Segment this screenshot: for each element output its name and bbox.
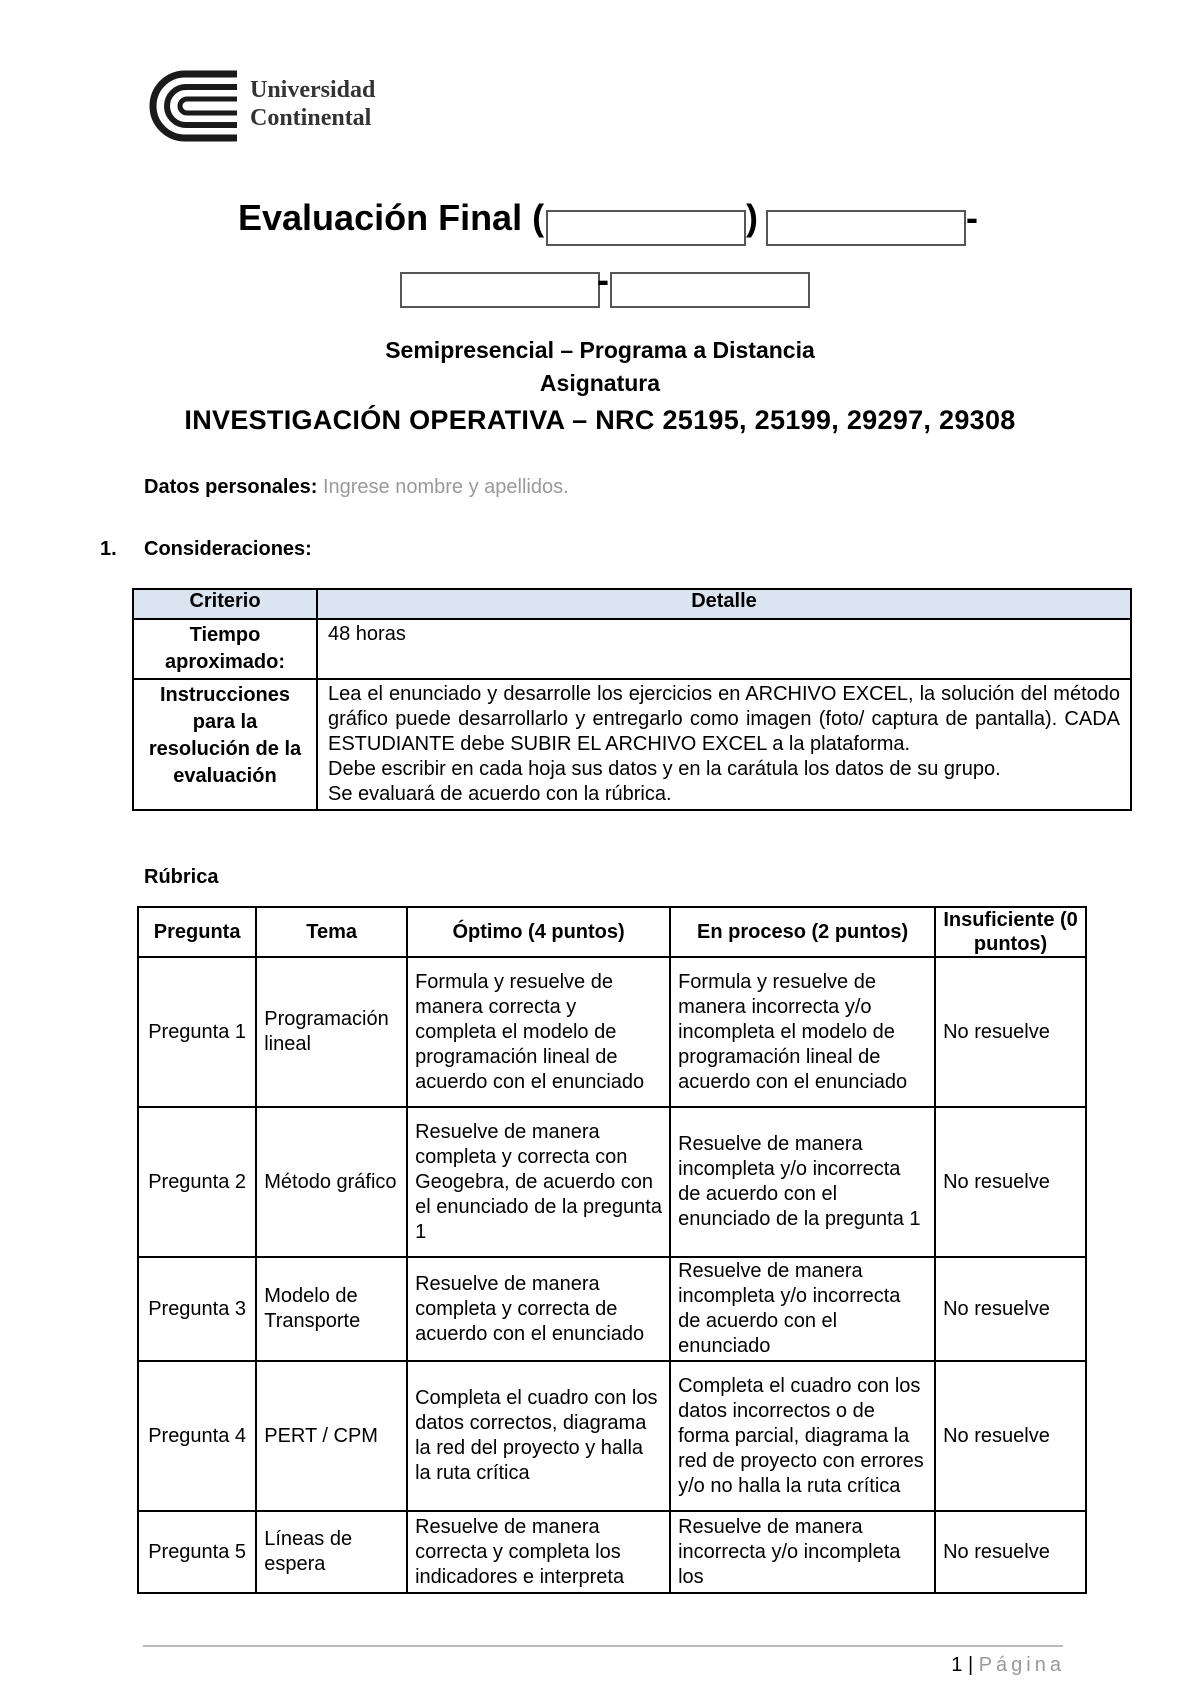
section-number: 1. <box>100 538 117 560</box>
title-blank-2[interactable] <box>766 210 966 246</box>
rubric-insuficiente: No resuelve <box>935 1107 1086 1257</box>
criteria-key: Instrucciones para la resolución de la evaluación <box>133 679 317 810</box>
rubric-tema: Modelo de Transporte <box>256 1257 407 1361</box>
personal-data <box>144 476 569 499</box>
footer-divider <box>143 1645 1063 1647</box>
logo-line2: Continental <box>250 105 372 131</box>
rubric-pregunta: Pregunta 3 <box>138 1257 256 1361</box>
university-logo-icon <box>145 70 245 142</box>
rubric-optimo: Resuelve de manera completa y correcta de acuerdo con el enunciado <box>407 1257 670 1361</box>
table-row <box>138 1107 1086 1257</box>
rubric-optimo: Completa el cuadro con los datos correctos, diagrama la red del proyecto y halla la ruta crítica <box>407 1361 670 1511</box>
logo-line1: Universidad <box>250 77 376 103</box>
rubric-en-proceso: Resuelve de manera incompleta y/o incorrecta de acuerdo con el enunciado de la pregunta 1 <box>670 1107 935 1257</box>
table-row <box>133 619 1131 679</box>
rubric-en-proceso: Resuelve de manera incompleta y/o incorrecta de acuerdo con el enunciado <box>670 1257 935 1361</box>
rubric-en-proceso: Completa el cuadro con los datos incorrectos o de forma parcial, diagrama la red de proyecto con errores y/o no halla la ruta crítica <box>670 1361 935 1511</box>
rubric-pregunta: Pregunta 1 <box>138 957 256 1107</box>
rubric-en-proceso: Resuelve de manera incorrecta y/o incompleta los <box>670 1511 935 1593</box>
rubric-tema: Método gráfico <box>256 1107 407 1257</box>
rubric-header-insuficiente: Insuficiente (0 puntos) <box>935 907 1086 957</box>
criteria-header-row <box>133 589 1131 619</box>
table-row <box>138 957 1086 1107</box>
footer-separator: | <box>962 1654 979 1676</box>
rubric-header-pregunta: Pregunta <box>138 907 256 957</box>
rubric-insuficiente: No resuelve <box>935 1511 1086 1593</box>
rubric-optimo: Resuelve de manera completa y correcta con Geogebra, de acuerdo con el enunciado de la pregunta 1 <box>407 1107 670 1257</box>
rubric-en-proceso: Formula y resuelve de manera incorrecta y/o incompleta el modelo de programación lineal de acuerdo con el enunciado <box>670 957 935 1107</box>
rubric-pregunta: Pregunta 2 <box>138 1107 256 1257</box>
instruction-line-2: Debe escribir en cada hoja sus datos y en la carátula los datos de su grupo. <box>328 758 1001 780</box>
page-footer <box>951 1654 1065 1677</box>
title-text: Evaluación Final ( <box>238 197 545 238</box>
rubric-insuficiente: No resuelve <box>935 1257 1086 1361</box>
rubric-pregunta: Pregunta 4 <box>138 1361 256 1511</box>
title-dash-1: - <box>966 197 978 238</box>
subject-label: Asignatura <box>539 370 661 396</box>
rubric-header-en-proceso: En proceso (2 puntos) <box>670 907 935 957</box>
criteria-header-criterio: Criterio <box>133 589 317 619</box>
rubric-insuficiente: No resuelve <box>935 957 1086 1107</box>
instruction-line-3: Se evaluará de acuerdo con la rúbrica. <box>328 783 672 805</box>
rubric-optimo: Formula y resuelve de manera correcta y completa el modelo de programación lineal de acuerdo con el enunciado <box>407 957 670 1107</box>
title-blank-1[interactable] <box>546 210 746 246</box>
rubric-header-row <box>138 907 1086 957</box>
page-title <box>238 196 544 240</box>
rubric-title: Rúbrica <box>144 866 219 888</box>
criteria-header-detalle: Detalle <box>317 589 1131 619</box>
table-row <box>138 1361 1086 1511</box>
personal-data-input[interactable]: Ingrese nombre y apellidos. <box>322 476 569 498</box>
rubric-pregunta: Pregunta 5 <box>138 1511 256 1593</box>
rubric-tema: PERT / CPM <box>256 1361 407 1511</box>
table-row <box>138 1257 1086 1361</box>
title-blank-4[interactable] <box>610 272 810 308</box>
criteria-key: Tiempo aproximado: <box>133 619 317 679</box>
title-close-paren: ) <box>746 197 758 238</box>
rubric-header-tema: Tema <box>256 907 407 957</box>
section-title: Consideraciones: <box>144 538 312 560</box>
page-label: Página <box>978 1654 1065 1676</box>
personal-data-label: Datos personales: <box>144 476 318 498</box>
criteria-table <box>132 588 1132 811</box>
course-title: INVESTIGACIÓN OPERATIVA – NRC 25195, 25199, 29297, 29308 <box>184 405 1016 435</box>
section-heading <box>100 538 312 561</box>
table-row <box>138 1511 1086 1593</box>
rubric-tema: Programación lineal <box>256 957 407 1107</box>
modality: Semipresencial – Programa a Distancia <box>385 337 815 363</box>
logo-text <box>250 76 375 132</box>
title-blank-3[interactable] <box>400 272 600 308</box>
instruction-line-1: Lea el enunciado y desarrolle los ejercicios en ARCHIVO EXCEL, la solución del método gráfico puede desarrollarlo y entregarlo como imagen (foto/ captura de pantalla). CADA ESTUDIANTE debe SUBIR EL ARCHIVO EXCEL a la plataforma. <box>328 683 1120 755</box>
rubric-header-optimo: Óptimo (4 puntos) <box>407 907 670 957</box>
criteria-value <box>317 679 1131 810</box>
rubric-table <box>137 906 1087 1594</box>
table-row <box>133 679 1131 810</box>
title-dash-2: - <box>597 259 609 300</box>
rubric-insuficiente: No resuelve <box>935 1361 1086 1511</box>
rubric-tema: Líneas de espera <box>256 1511 407 1593</box>
page-number: 1 <box>951 1654 963 1676</box>
rubric-optimo: Resuelve de manera correcta y completa los indicadores e interpreta <box>407 1511 670 1593</box>
criteria-value: 48 horas <box>317 619 1131 679</box>
